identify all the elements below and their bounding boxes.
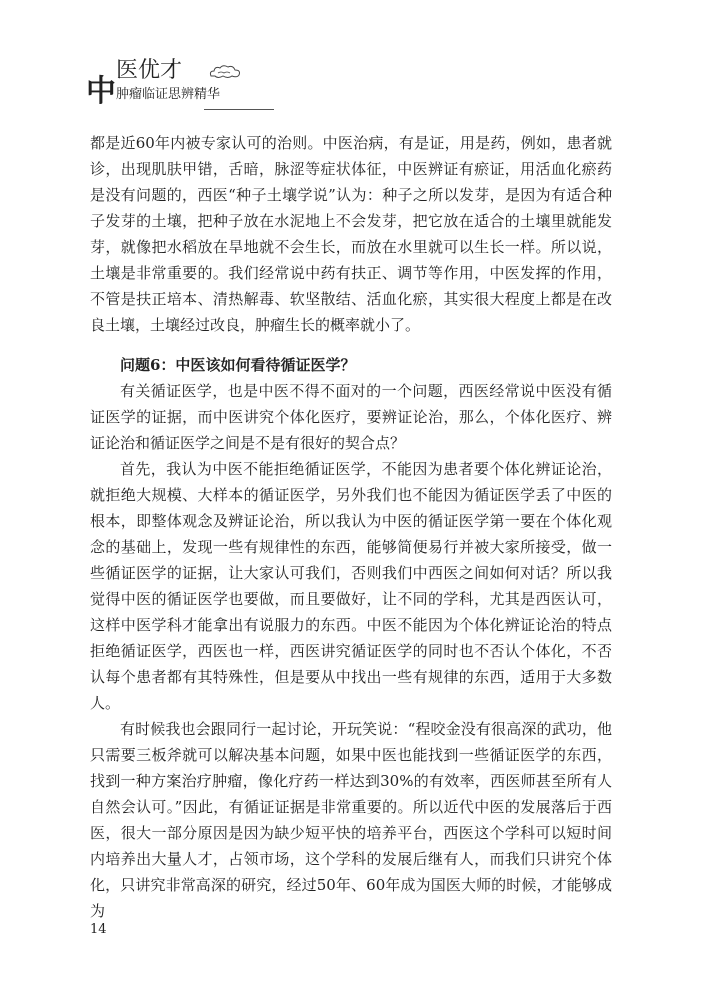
- header-logo-char: 中: [86, 74, 116, 109]
- paragraph: 都是近60年内被专家认可的治则。中医治病，有是证，用是药，例如，患者就诊，出现肌肤甲错，舌暗，脉涩等症状体征，中医辨证有瘀证，用活血化瘀药是没有问题的，西医“种子土壤学说”认为：种子之所以发芽，是因为有适合种子发芽的土壤，把种子放在水泥地上不会发芽，把它放在适合的土壤里就能发芽，就像把水稻放在旱地就不会生长，而放在水里就可以生长一样。所以说，土壤是非常重要的。我们经常说中药有扶正、调节等作用，中医发挥的作用，不管是扶正培本、清热解毒、软坚散结、活血化瘀，其实很大程度上都是在改良土壤，土壤经过改良，肿瘤生长的概率就小了。: [90, 134, 612, 334]
- cloud-ornament-icon: [208, 63, 242, 81]
- paragraph: 有时候我也会跟同行一起讨论，开玩笑说：“程咬金没有很高深的武功，他只需要三板斧就可以解决基本问题，如果中医也能找到一些循证医学的东西，找到一种方案治疗肿瘤，像化疗药一样达到30%的有效率，西医师甚至所有人自然会认可。”因此，有循证证据是非常重要的。所以近代中医的发展落后于西医，很大一部分原因是因为缺少短平快的培养平台，西医这个学科可以短时间内培养出大量人才，占领市场，这个学科的发展后继有人，而我们只讲究个体化，只讲究非常高深的研究，经过50年、60年成为国医大师的时候，才能够成为: [90, 720, 612, 920]
- header-divider: [204, 109, 274, 110]
- page-number: 14: [90, 922, 107, 937]
- question-heading: 问题6：中医该如何看待循证医学？: [120, 356, 356, 374]
- book-header: [86, 55, 266, 115]
- header-subtitle: 肿瘤临证思辨精华: [116, 87, 221, 102]
- paragraph: 有关循证医学，也是中医不得不面对的一个问题，西医经常说中医没有循证医学的证据，而中医讲究个体化医疗，要辨证论治，那么，个体化医疗、辨证论治和循证医学之间是不是有很好的契合点？: [90, 382, 612, 452]
- paragraph: 首先，我认为中医不能拒绝循证医学，不能因为患者要个体化辨证论治，就拒绝大规模、大样本的循证医学，另外我们也不能因为循证医学丢了中医的根本，即整体观念及辨证论治，所以我认为中医的循证医学第一要在个体化观念的基础上，发现一些有规律性的东西，能够简便易行并被大家所接受，做一些循证医学的证据，让大家认可我们，否则我们中西医之间如何对话？所以我觉得中医的循证医学也要做，而且要做好，让不同的学科，尤其是西医认可，这样中医学科才能拿出有说服力的东西。中医不能因为个体化辨证论治的特点拒绝循证医学，西医也一样，西医讲究循证医学的同时也不否认个体化，不否认每个患者都有其特殊性，但是要从中找出一些有规律的东西，适用于大多数人。: [90, 460, 612, 712]
- header-title: 医优才: [116, 58, 183, 83]
- page-body: [90, 130, 612, 924]
